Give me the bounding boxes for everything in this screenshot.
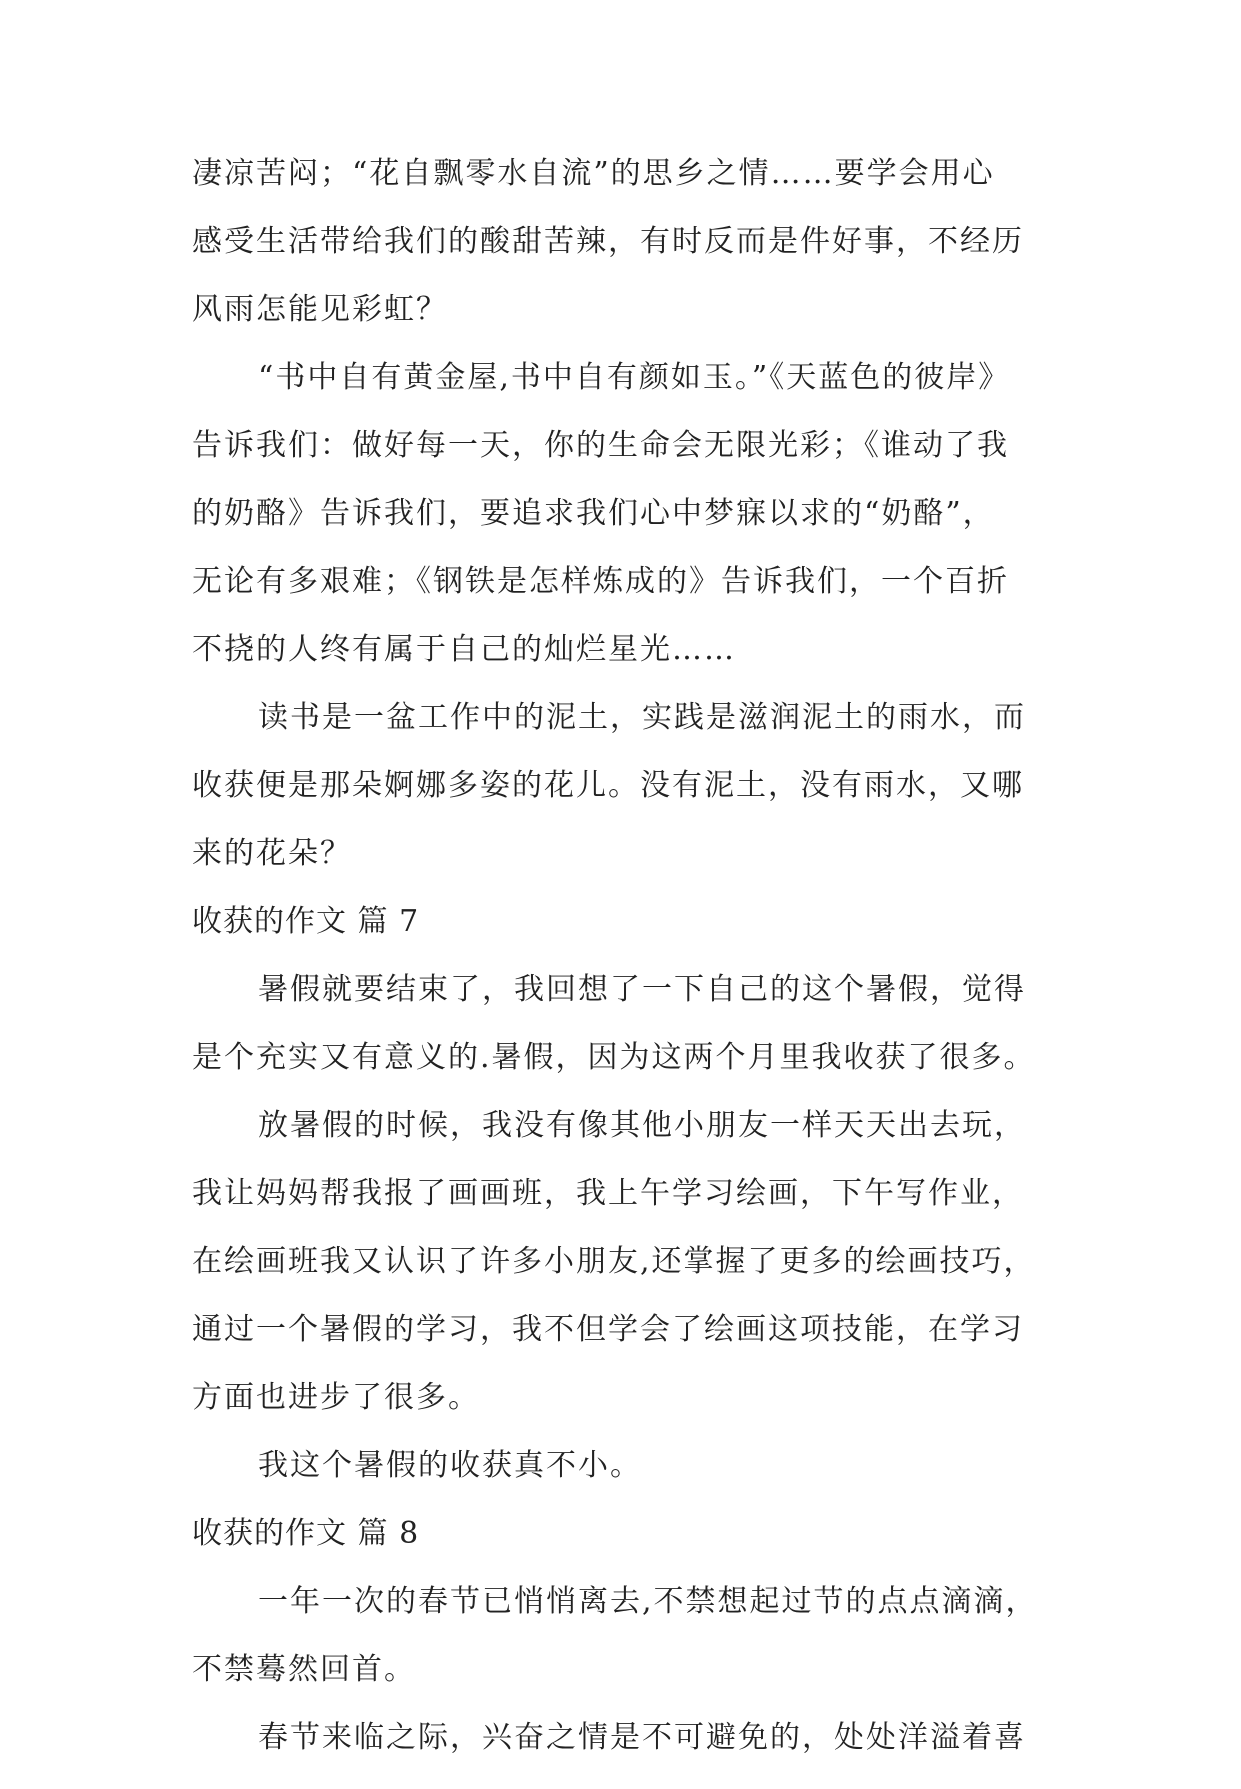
section-heading: 收获的作文 篇 8 bbox=[192, 1516, 420, 1551]
text-line: 告诉我们：做好每一天，你的生命会无限光彩；《谁动了我 bbox=[192, 428, 1009, 463]
paragraph-start-line: 放暑假的时候，我没有像其他小朋友一样天天出去玩， bbox=[258, 1108, 1026, 1143]
text-line: 不禁蓦然回首。 bbox=[192, 1652, 416, 1687]
text-line: 无论有多艰难；《钢铁是怎样炼成的》告诉我们，一个百折 bbox=[192, 564, 1009, 599]
paragraph-start-line: 暑假就要结束了，我回想了一下自己的这个暑假，觉得 bbox=[258, 972, 1026, 1007]
paragraph-start-line: 读书是一盆工作中的泥土，实践是滋润泥土的雨水，而 bbox=[258, 700, 1026, 735]
paragraph-start-line: 我这个暑假的收获真不小。 bbox=[258, 1448, 642, 1483]
text-line: 凄凉苦闷；“花自飘零水自流”的思乡之情……要学会用心 bbox=[192, 156, 995, 191]
text-line: 风雨怎能见彩虹？ bbox=[192, 292, 448, 327]
document-page bbox=[192, 157, 1072, 1789]
text-line: 的奶酪》告诉我们，要追求我们心中梦寐以求的“奶酪”， bbox=[192, 496, 995, 531]
paragraph-start-line: 春节来临之际，兴奋之情是不可避免的，处处洋溢着喜 bbox=[258, 1720, 1026, 1755]
text-line: 感受生活带给我们的酸甜苦辣，有时反而是件好事，不经历 bbox=[192, 224, 1024, 259]
text-line: 我让妈妈帮我报了画画班，我上午学习绘画，下午写作业， bbox=[192, 1176, 1024, 1211]
paragraph-start-line: 一年一次的春节已悄悄离去,不禁想起过节的点点滴滴， bbox=[258, 1584, 1038, 1619]
text-line: 是个充实又有意义的.暑假，因为这两个月里我收获了很多。 bbox=[192, 1040, 1036, 1075]
text-line: 收获便是那朵婀娜多姿的花儿。没有泥土，没有雨水，又哪 bbox=[192, 768, 1024, 803]
text-line: 不挠的人终有属于自己的灿烂星光…… bbox=[192, 632, 736, 667]
section-heading: 收获的作文 篇 7 bbox=[192, 904, 420, 939]
text-line: 来的花朵？ bbox=[192, 836, 352, 871]
paragraph-start-line: “书中自有黄金屋,书中自有颜如玉。”《天蓝色的彼岸》 bbox=[258, 360, 1011, 395]
text-line: 通过一个暑假的学习，我不但学会了绘画这项技能，在学习 bbox=[192, 1312, 1024, 1347]
text-line: 方面也进步了很多。 bbox=[192, 1380, 480, 1415]
text-line: 在绘画班我又认识了许多小朋友,还掌握了更多的绘画技巧， bbox=[192, 1244, 1036, 1279]
